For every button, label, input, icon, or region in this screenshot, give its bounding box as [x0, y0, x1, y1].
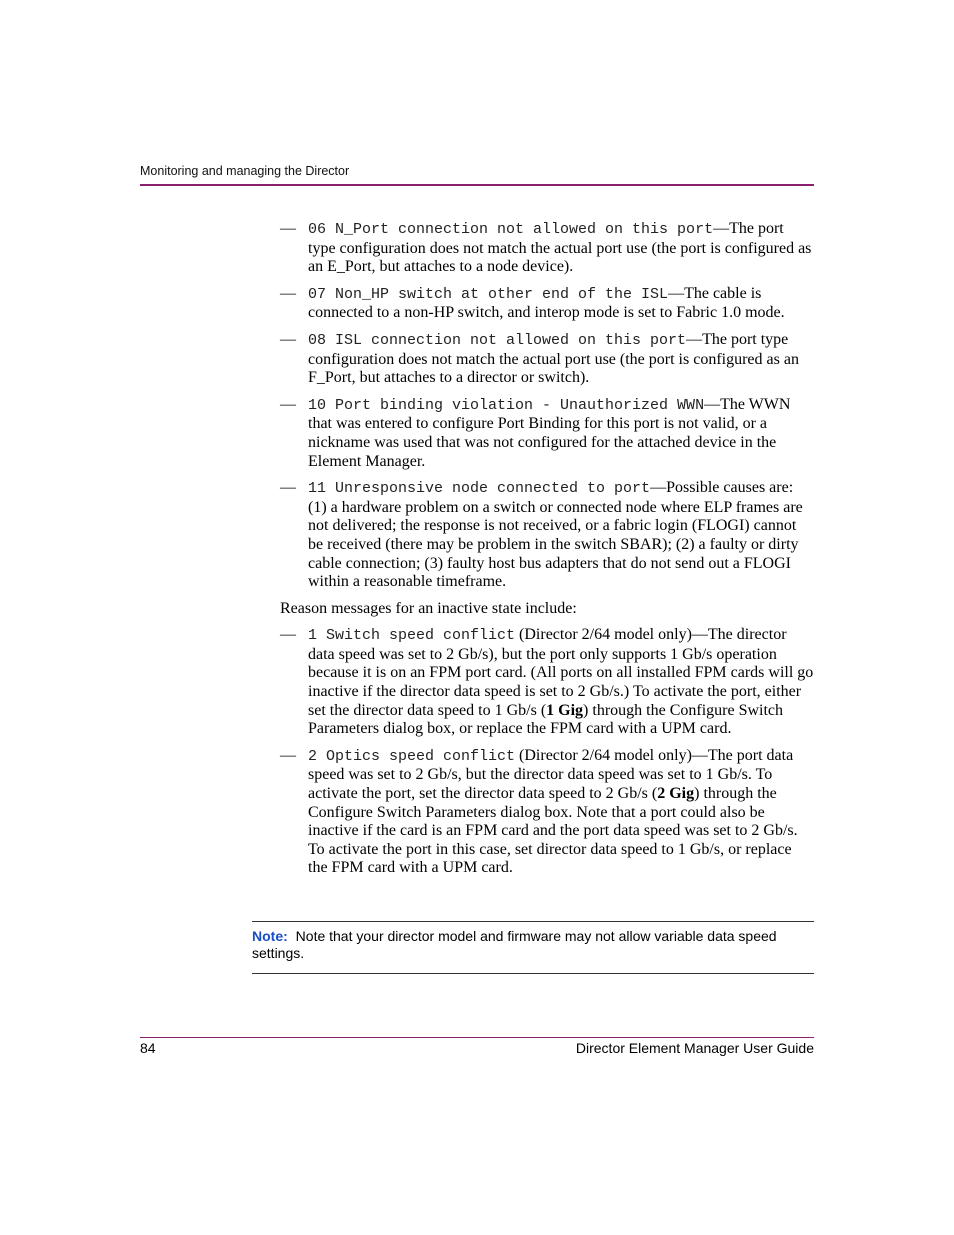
note-text: Note that your director model and firmware may not allow variable data speed settings. [252, 928, 777, 961]
list-item-port-07 [280, 285, 814, 323]
note-label: Note: [252, 928, 288, 944]
setting-value: 1 Gig [546, 701, 584, 719]
bullet-dash: — [280, 746, 296, 764]
bullet-dash: — [280, 626, 296, 644]
reason-description: —Possible causes are: (1) a hardware problem on a switch or connected node where ELP frames are not delivered; the response is not received, or a fabric login (FLOGI) cannot be received (there may be problem in the switch SBAR); (2) a faulty or dirty cable connection; (3) faulty host bus adapters that do not send out a FLOGI within a reasonable timeframe. [308, 479, 803, 591]
footer-rule [140, 1037, 814, 1038]
reason-description: —The WWN that was entered to configure Port Binding for this port is not valid, or a nickname was used that was not configured for the attached device in the Element Manager. [308, 395, 791, 470]
reason-description-cont: ) through the Configure Switch Parameters dialog box. Note that a port could also be inactive if the card is an FPM card and the port data speed was set to 2 Gb/s. To activate the port in this case, set director data speed to 1 Gb/s, or replace the FPM card with a UPM card. [308, 785, 798, 877]
reason-code: 1 Switch speed conflict [308, 627, 516, 645]
reason-description: —The cable is connected to a non-HP switch, and interop mode is set to Fabric 1.0 mode. [308, 284, 785, 322]
inactive-intro: Reason messages for an inactive state include: [280, 599, 577, 617]
reason-code: 2 Optics speed conflict [308, 747, 516, 765]
bullet-dash: — [280, 395, 296, 413]
bullet-dash: — [280, 284, 296, 302]
reason-description-cont: ) through the Configure Switch Parameters dialog box, or replace the FPM card with a UPM card. [308, 701, 784, 738]
reason-description: —The port type configuration does not match the actual port use (the port is configured as an E_Port, but attaches to a node device). [308, 220, 812, 276]
reason-description: (Director 2/64 model only)—The port data speed was set to 2 Gb/s, but the director data speed was set to 1 Gb/s. To activate the port, set the director data speed to 2 Gb/s ( [308, 746, 794, 803]
reason-code: 06 N_Port connection not allowed on this port [308, 221, 714, 238]
list-item-port-08 [280, 331, 814, 388]
page-number: 84 [140, 1040, 156, 1056]
list-item-port-10 [280, 396, 814, 471]
reason-description: (Director 2/64 model only)—The director data speed was set to 2 Gb/s), but the port only supports 1 Gb/s operation because it is on an FPM port card. (All ports on all installed FPM cards will go inactive if the director data speed is set to 2 Gb/s.) To activate the port, either set the director data speed to 1 Gb/s ( [308, 626, 814, 719]
running-header: Monitoring and managing the Director [140, 164, 350, 178]
reason-description: —The port type configuration does not match the actual port use (the port is configured as an F_Port, but attaches to a director or switch). [308, 330, 799, 387]
list-item-port-11 [280, 479, 814, 592]
reason-code: 07 Non_HP switch at other end of the ISL [308, 285, 669, 303]
header-rule [140, 184, 814, 186]
bullet-dash: — [280, 330, 296, 348]
bullet-dash: — [280, 479, 296, 497]
list-item-optics-speed [280, 747, 814, 878]
reason-code: 08 ISL connection not allowed on this port [308, 331, 687, 349]
guide-title: Director Element Manager User Guide [575, 1040, 814, 1056]
list-item-port-06 [280, 220, 814, 277]
setting-value: 2 Gig [657, 785, 695, 803]
body-text [280, 220, 814, 886]
reason-code: 10 Port binding violation - Unauthorized WWN [308, 396, 705, 414]
reason-code: 11 Unresponsive node connected to port [308, 480, 651, 498]
bullet-dash: — [280, 220, 296, 237]
list-item-switch-speed [280, 626, 814, 739]
note-box [252, 921, 814, 974]
